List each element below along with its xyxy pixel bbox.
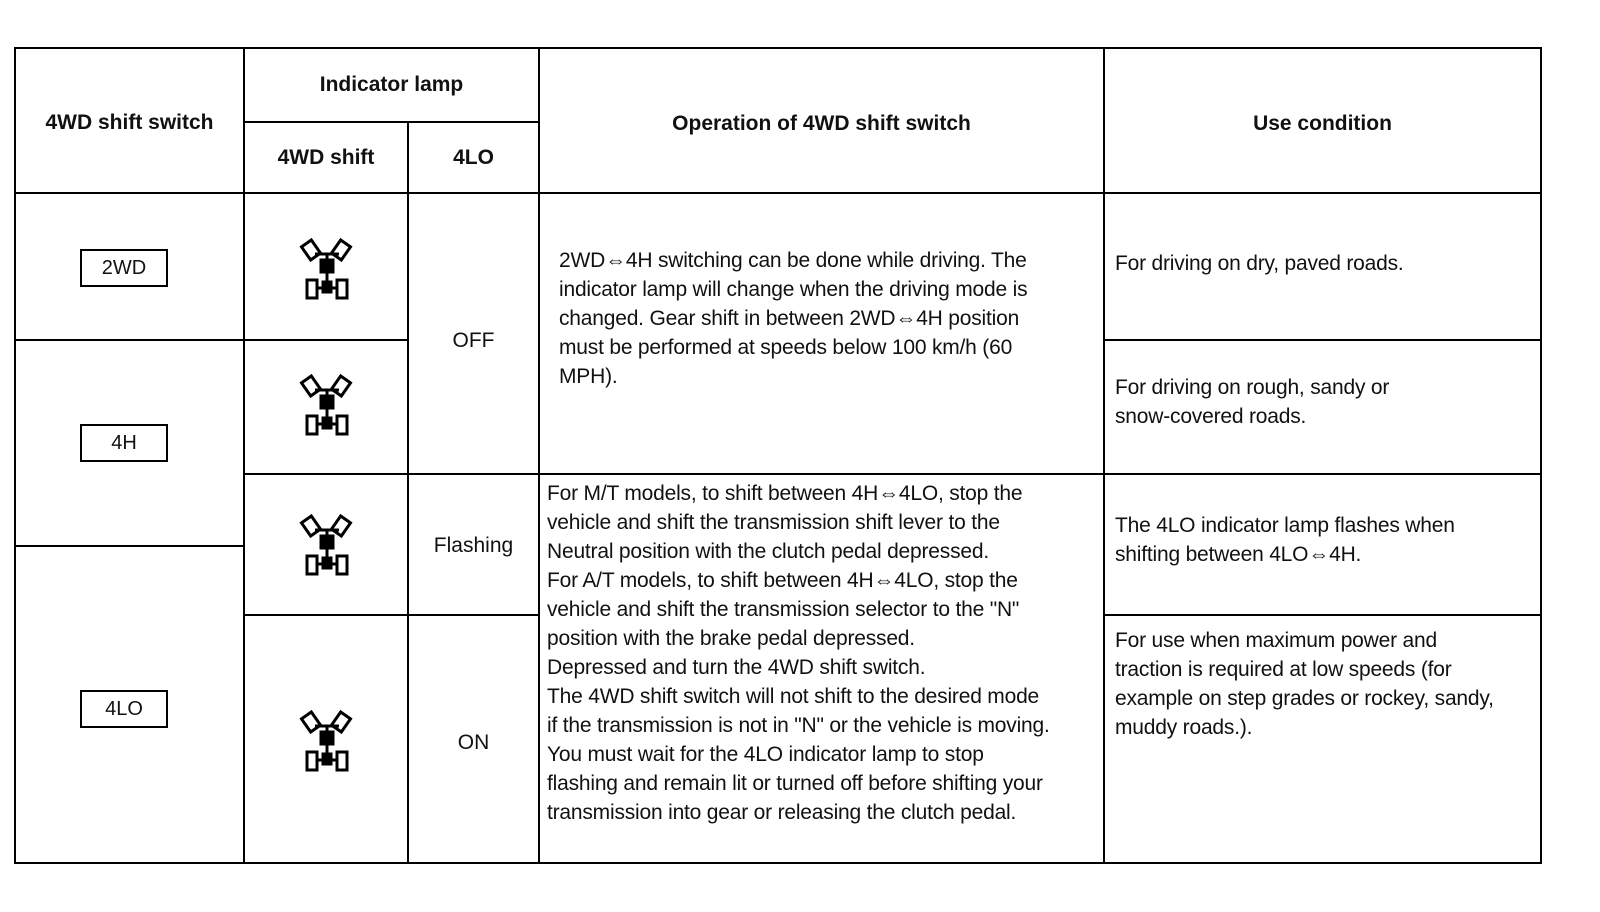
operation-lower-line: flashing and remain lit or turned off before shifting your xyxy=(547,772,1043,795)
operation-lower-line: Neutral position with the clutch pedal depressed. xyxy=(547,540,989,563)
col-divider-4 xyxy=(1103,47,1105,864)
row-line-lamp-flash xyxy=(243,614,540,616)
row-line-switch-2wd xyxy=(14,339,245,341)
operation-upper-line: indicator lamp will change when the driving mode is xyxy=(559,278,1028,301)
col-divider-3 xyxy=(538,47,540,864)
row-line-use-1 xyxy=(1103,339,1542,341)
4wd-drivetrain-icon xyxy=(297,512,357,578)
use-condition-row4-line: For use when maximum power and xyxy=(1115,629,1437,652)
header-indicator-lamp: Indicator lamp xyxy=(319,73,464,96)
header-use-condition: Use condition xyxy=(1253,112,1392,135)
4wd-drivetrain-icon xyxy=(297,236,357,302)
operation-upper-line: must be performed at speeds below 100 km/h (60 xyxy=(559,336,1013,359)
row-line-lamp-2wd xyxy=(243,339,409,341)
row-line-switch-4h xyxy=(14,545,245,547)
use-condition-row4-line: traction is required at low speeds (for xyxy=(1115,658,1452,681)
lamp-4lo-off: OFF xyxy=(452,329,495,352)
use-condition-row1-line: For driving on dry, paved roads. xyxy=(1115,252,1404,275)
operation-lower-line: For A/T models, to shift between 4H⇔4LO, stop the xyxy=(547,569,1018,592)
row-line-use-3 xyxy=(1103,614,1542,616)
operation-lower-line: vehicle and shift the transmission shift lever to the xyxy=(547,511,1000,534)
operation-lower-line: vehicle and shift the transmission selector to the "N" xyxy=(547,598,1020,621)
header-indicator-4wd-shift: 4WD shift xyxy=(277,146,375,169)
header-4wd-shift-switch: 4WD shift switch xyxy=(45,111,214,134)
use-condition-row4-line: example on step grades or rockey, sandy, xyxy=(1115,687,1494,710)
lamp-4lo-on: ON xyxy=(457,731,490,754)
use-condition-row3-line: The 4LO indicator lamp flashes when xyxy=(1115,514,1455,537)
operation-lower-line: position with the brake pedal depressed. xyxy=(547,627,915,650)
use-condition-row2-line: snow-covered roads. xyxy=(1115,405,1307,428)
4wd-drivetrain-icon xyxy=(297,372,357,438)
operation-upper-line: 2WD⇔4H switching can be done while driving. The xyxy=(559,249,1027,272)
header-indicator-4lo: 4LO xyxy=(453,146,494,169)
operation-lower-line: Depressed and turn the 4WD shift switch. xyxy=(547,656,926,679)
operation-upper-line: changed. Gear shift in between 2WD⇔4H position xyxy=(559,307,1020,330)
header-bottom-line xyxy=(14,192,1542,194)
operation-lower-line: transmission into gear or releasing the clutch pedal. xyxy=(547,801,1017,824)
switch-position-4h: 4H xyxy=(80,424,168,462)
switch-position-4lo: 4LO xyxy=(80,690,168,728)
use-condition-row4-line: muddy roads.). xyxy=(1115,716,1253,739)
lamp-4lo-flashing: Flashing xyxy=(433,534,514,557)
operation-upper-line: MPH). xyxy=(559,365,618,388)
indicator-subheader-line xyxy=(243,121,540,123)
header-operation: Operation of 4WD shift switch xyxy=(672,112,971,135)
use-condition-row2-line: For driving on rough, sandy or xyxy=(1115,376,1390,399)
operation-lower-line: For M/T models, to shift between 4H⇔4LO, stop the xyxy=(547,482,1023,505)
row-line-lamp-4h xyxy=(243,473,1542,475)
switch-position-2wd: 2WD xyxy=(80,249,168,287)
operation-lower-line: The 4WD shift switch will not shift to the desired mode xyxy=(547,685,1040,708)
operation-lower-line: if the transmission is not in "N" or the vehicle is moving. xyxy=(547,714,1050,737)
table-border-right xyxy=(1540,47,1542,864)
use-condition-row3-line: shifting between 4LO⇔4H. xyxy=(1115,543,1362,566)
operation-lower-line: You must wait for the 4LO indicator lamp to stop xyxy=(547,743,984,766)
table-border-left xyxy=(14,47,16,864)
4wd-drivetrain-icon xyxy=(297,708,357,774)
